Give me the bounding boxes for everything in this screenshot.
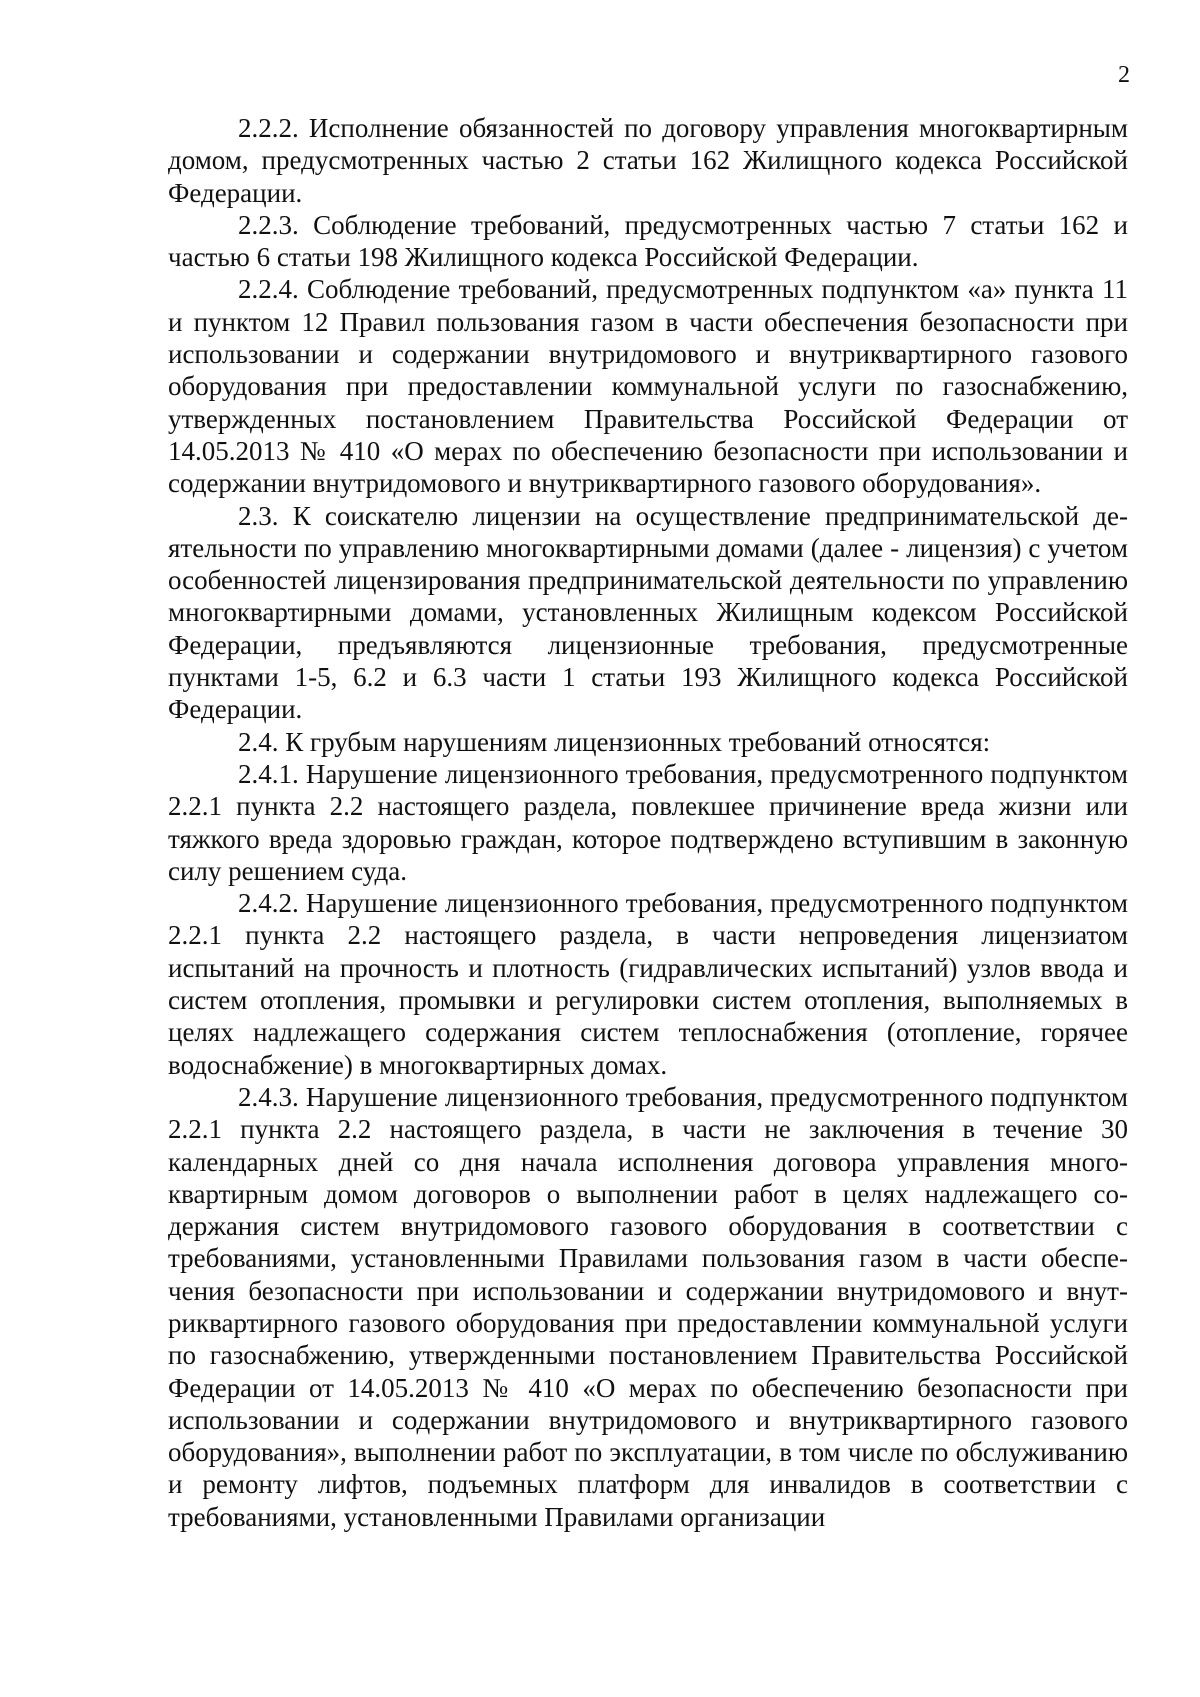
paragraph-2-4-3: 2.4.3. Нарушение лицензионного требования, предусмотренного подпунктом 2.2.1 пункта 2.2 настоящего раздела, в части не заключения в течение 30 календарных дней со дня начала исполнения договора управления многоквартирным домом договоров о выполнении работ в целях надлежащего содержания систем внутридомового газового оборудования в соответствии с требованиями, установленными Правилами пользования газом в части обеспечения безопасности при использовании и содержании внутридомового и внутриквартирного газового оборудования при предоставлении коммунальной услуги по газоснабжению, утвержденными постановлением Правительства Российской Федерации от 14.05.2013 № 410 «О мерах по обеспечению безопасности при использовании и содержании внутридомового и внутриквартирного газового оборудования», выполнении работ по эксплуатации, в том числе по обслуживанию и ремонту лифтов, подъемных платформ для инвалидов в соответствии с требованиями, установленными Правилами организации	[168, 1081, 1128, 1532]
paragraph-2-3: 2.3. К соискателю лицензии на осуществление предпринимательской деятельности по управлению многоквартирными домами (далее - лицензия) с учетом особенностей лицензирования предпринимательской деятельности по управлению многоквартирными домами, установленных Жилищным кодексом Российской Федерации, предъявляются лицензионные требования, предусмотренные пунктами 1-5, 6.2 и 6.3 части 1 статьи 193 Жилищного кодекса Российской Федерации.	[168, 500, 1128, 725]
paragraph-2-2-4: 2.2.4. Соблюдение требований, предусмотренных подпунктом «а» пункта 11 и пунктом 12 Правил пользования газом в части обеспечения безопасности при использовании и содержании внутридомового и внутриквартирного газового оборудования при предоставлении коммунальной услуги по газоснабжению, утвержденных постановлением Правительства Российской Федерации от 14.05.2013 № 410 «О мерах по обеспечению безопасности при использовании и содержании внутридомового и внутриквартирного газового оборудования».	[168, 274, 1128, 499]
document-body	[168, 112, 1128, 1533]
paragraph-2-4-1: 2.4.1. Нарушение лицензионного требования, предусмотренного подпунктом 2.2.1 пункта 2.2 настоящего раздела, повлекшее причинение вреда жизни или тяжкого вреда здоровью граждан, которое подтверждено вступившим в законную силу решением суда.	[168, 758, 1128, 886]
paragraph-2-2-2: 2.2.2. Исполнение обязанностей по договору управления многоквартирным домом, предусмотренных частью 2 статьи 162 Жилищного кодекса Российской Федерации.	[168, 113, 1128, 208]
paragraph-2-2-3: 2.2.3. Соблюдение требований, предусмотренных частью 7 статьи 162 и частью 6 статьи 198 Жилищного кодекса Российской Федерации.	[168, 209, 1128, 273]
paragraph-2-4-2: 2.4.2. Нарушение лицензионного требования, предусмотренного подпунктом 2.2.1 пункта 2.2 настоящего раздела, в части непроведения лицензиатом испытаний на прочность и плотность (гидравлических испытаний) узлов ввода и систем отопления, промывки и регулировки систем отопления, выполняемых в целях надлежащего содержания систем теплоснабжения (отопление, горячее водоснабжение) в многоквартирных домах.	[168, 888, 1128, 1080]
page-number: 2	[1118, 62, 1130, 88]
paragraph-2-4: 2.4. К грубым нарушениям лицензионных требований относятся:	[238, 726, 991, 757]
